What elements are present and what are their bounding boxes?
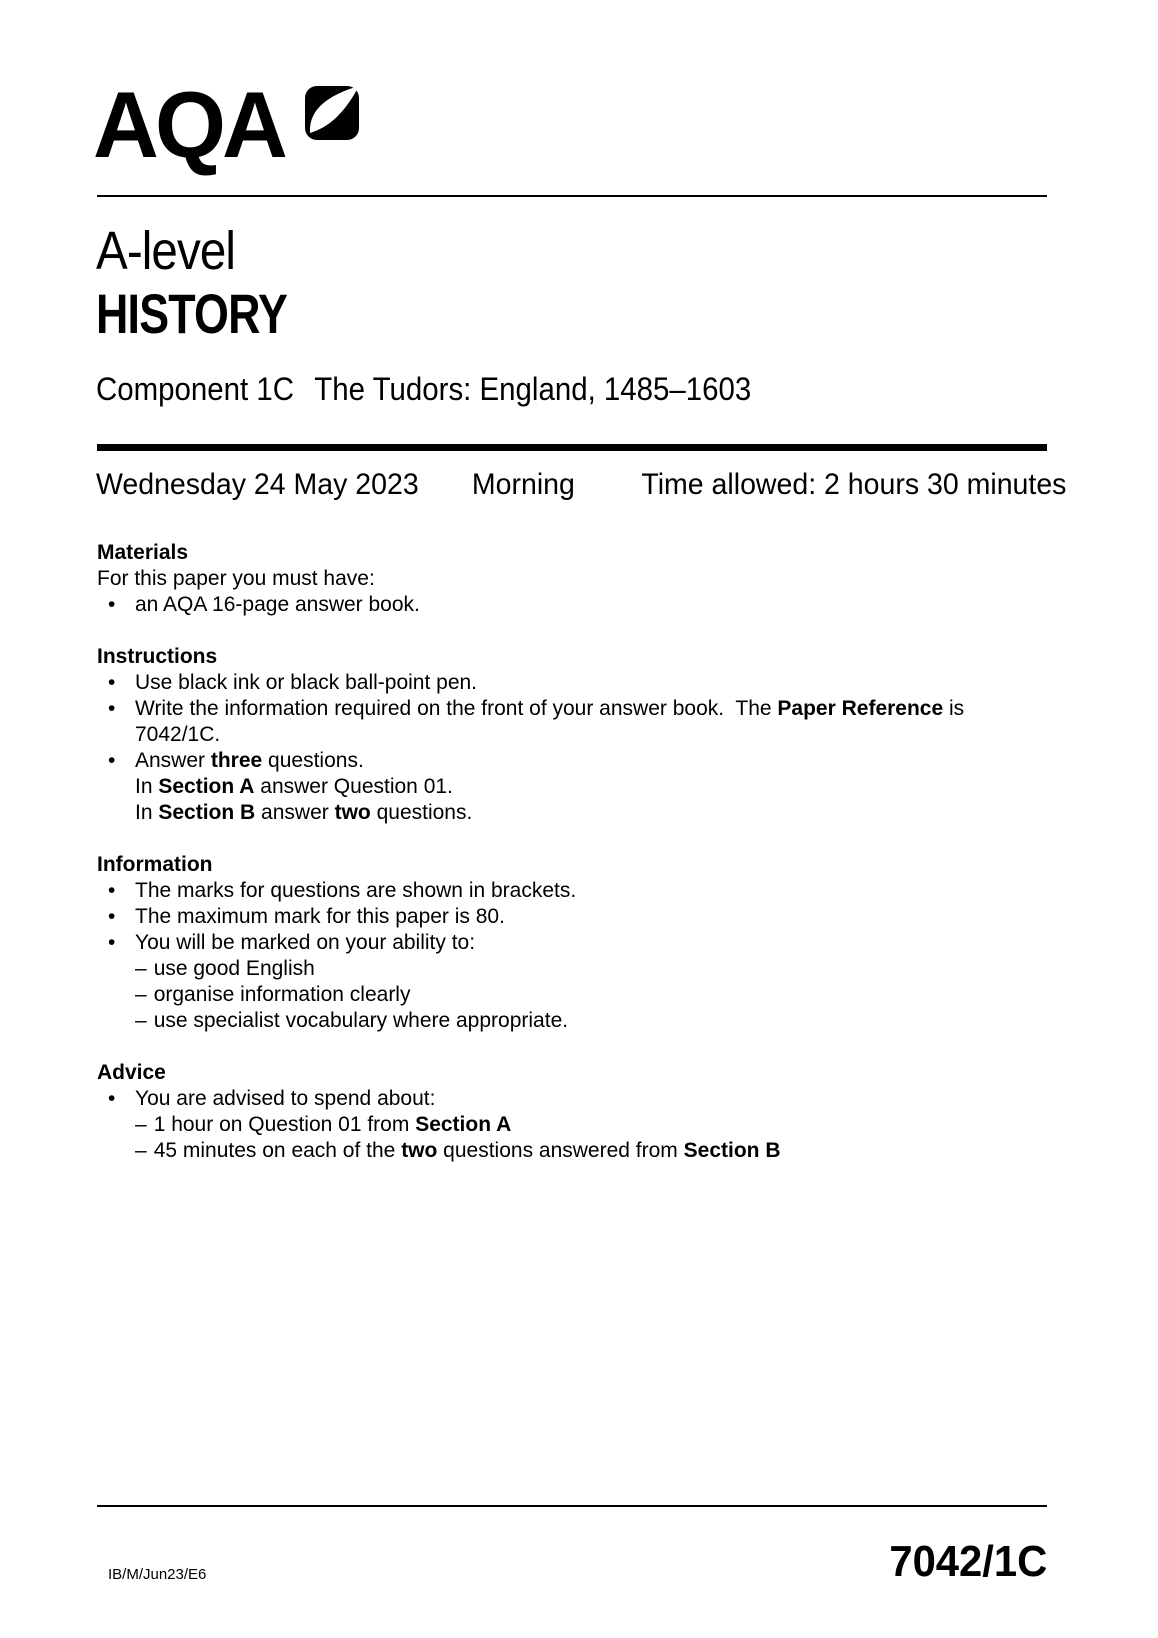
dash-marker: –: [135, 957, 147, 980]
text-segment: The maximum mark for this paper is 80.: [135, 905, 505, 928]
text-segment: Paper Reference: [777, 697, 944, 720]
header-rule: [97, 195, 1047, 197]
section-line: [97, 748, 1047, 774]
section-line: [97, 982, 1047, 1008]
section-line: [97, 878, 1047, 904]
text-segment: You will be marked on your ability to:: [135, 931, 476, 954]
bullet-marker: •: [108, 671, 116, 694]
section-line: [97, 1086, 1047, 1112]
text-segment: is: [943, 697, 965, 720]
section-line: [97, 696, 1047, 722]
front-page-sections: [97, 540, 1047, 1164]
section-instructions: [97, 644, 1047, 826]
aqa-leaf-icon: [305, 86, 359, 140]
section-advice: [97, 1060, 1047, 1164]
dash-marker: –: [135, 983, 147, 1006]
text-segment: two: [334, 801, 371, 824]
text-segment: use specialist vocabulary where appropriate.: [153, 1009, 569, 1032]
section-heading: Advice: [97, 1061, 166, 1084]
section-heading: Materials: [97, 541, 189, 564]
text-segment: Use black ink or black ball-point pen.: [135, 671, 478, 694]
section-line: [97, 592, 1047, 618]
text-segment: In: [135, 801, 159, 824]
section-line: [97, 904, 1047, 930]
text-segment: Section A: [415, 1113, 512, 1136]
text-segment: questions.: [370, 801, 473, 824]
section-line: [97, 930, 1047, 956]
section-heading: Instructions: [97, 645, 218, 668]
text-segment: You are advised to spend about:: [135, 1087, 436, 1110]
exam-date: Wednesday 24 May 2023: [96, 468, 419, 501]
text-segment: Answer: [135, 749, 211, 772]
text-segment: 7042/1C.: [135, 723, 221, 746]
bullet-marker: •: [108, 931, 116, 954]
section-information: [97, 852, 1047, 1034]
section-line: [97, 1112, 1047, 1138]
bullet-marker: •: [108, 879, 116, 902]
aqa-logo-text: AQA: [93, 72, 284, 177]
dash-marker: –: [135, 1009, 147, 1032]
text-segment: The marks for questions are shown in brackets.: [135, 879, 577, 902]
footer-rule: [97, 1505, 1047, 1507]
bullet-marker: •: [108, 1087, 116, 1110]
component-code: Component 1C: [96, 371, 295, 407]
text-segment: In: [135, 775, 159, 798]
text-segment: answer Question 01.: [254, 775, 453, 798]
section-line: [97, 566, 1047, 592]
section-line: [97, 956, 1047, 982]
text-segment: Section B: [158, 801, 256, 824]
title-rule: [97, 444, 1047, 451]
bullet-marker: •: [108, 593, 116, 616]
dash-marker: –: [135, 1139, 147, 1162]
section-line: [97, 800, 1047, 826]
text-segment: questions answered from: [437, 1139, 684, 1162]
text-segment: three: [210, 749, 263, 772]
footer-paper-code: 7042/1C: [888, 1537, 1047, 1586]
footer-reference-code: IB/M/Jun23/E6: [108, 1566, 207, 1583]
section-line: [97, 722, 1047, 748]
section-heading: Information: [97, 853, 213, 876]
text-segment: use good English: [153, 957, 315, 980]
time-allowed: Time allowed: 2 hours 30 minutes: [641, 468, 1067, 501]
section-line: [97, 1008, 1047, 1034]
subject-title: HISTORY: [96, 282, 288, 345]
component-line: [96, 372, 751, 407]
section-materials: [97, 540, 1047, 618]
text-segment: an AQA 16-page answer book.: [135, 593, 420, 616]
text-segment: 45 minutes on each of the: [153, 1139, 402, 1162]
text-segment: 1 hour on Question 01 from: [153, 1113, 416, 1136]
bullet-marker: •: [108, 749, 116, 772]
text-segment: two: [401, 1139, 438, 1162]
section-line: [97, 670, 1047, 696]
text-segment: answer: [255, 801, 335, 824]
text-segment: Write the information required on the front of your answer book. The: [135, 697, 778, 720]
text-segment: For this paper you must have:: [97, 567, 375, 590]
text-segment: organise information clearly: [153, 983, 411, 1006]
text-segment: Section A: [158, 775, 255, 798]
text-segment: Section B: [683, 1139, 781, 1162]
section-line: [97, 774, 1047, 800]
bullet-marker: •: [108, 905, 116, 928]
session-line: [96, 468, 1066, 501]
aqa-logo: [93, 72, 290, 177]
exam-session: Morning: [471, 468, 575, 501]
dash-marker: –: [135, 1113, 147, 1136]
component-title: The Tudors: England, 1485–1603: [314, 371, 752, 407]
qualification-title: A-level: [96, 221, 236, 281]
text-segment: questions.: [262, 749, 364, 772]
bullet-marker: •: [108, 697, 116, 720]
section-line: [97, 1138, 1047, 1164]
